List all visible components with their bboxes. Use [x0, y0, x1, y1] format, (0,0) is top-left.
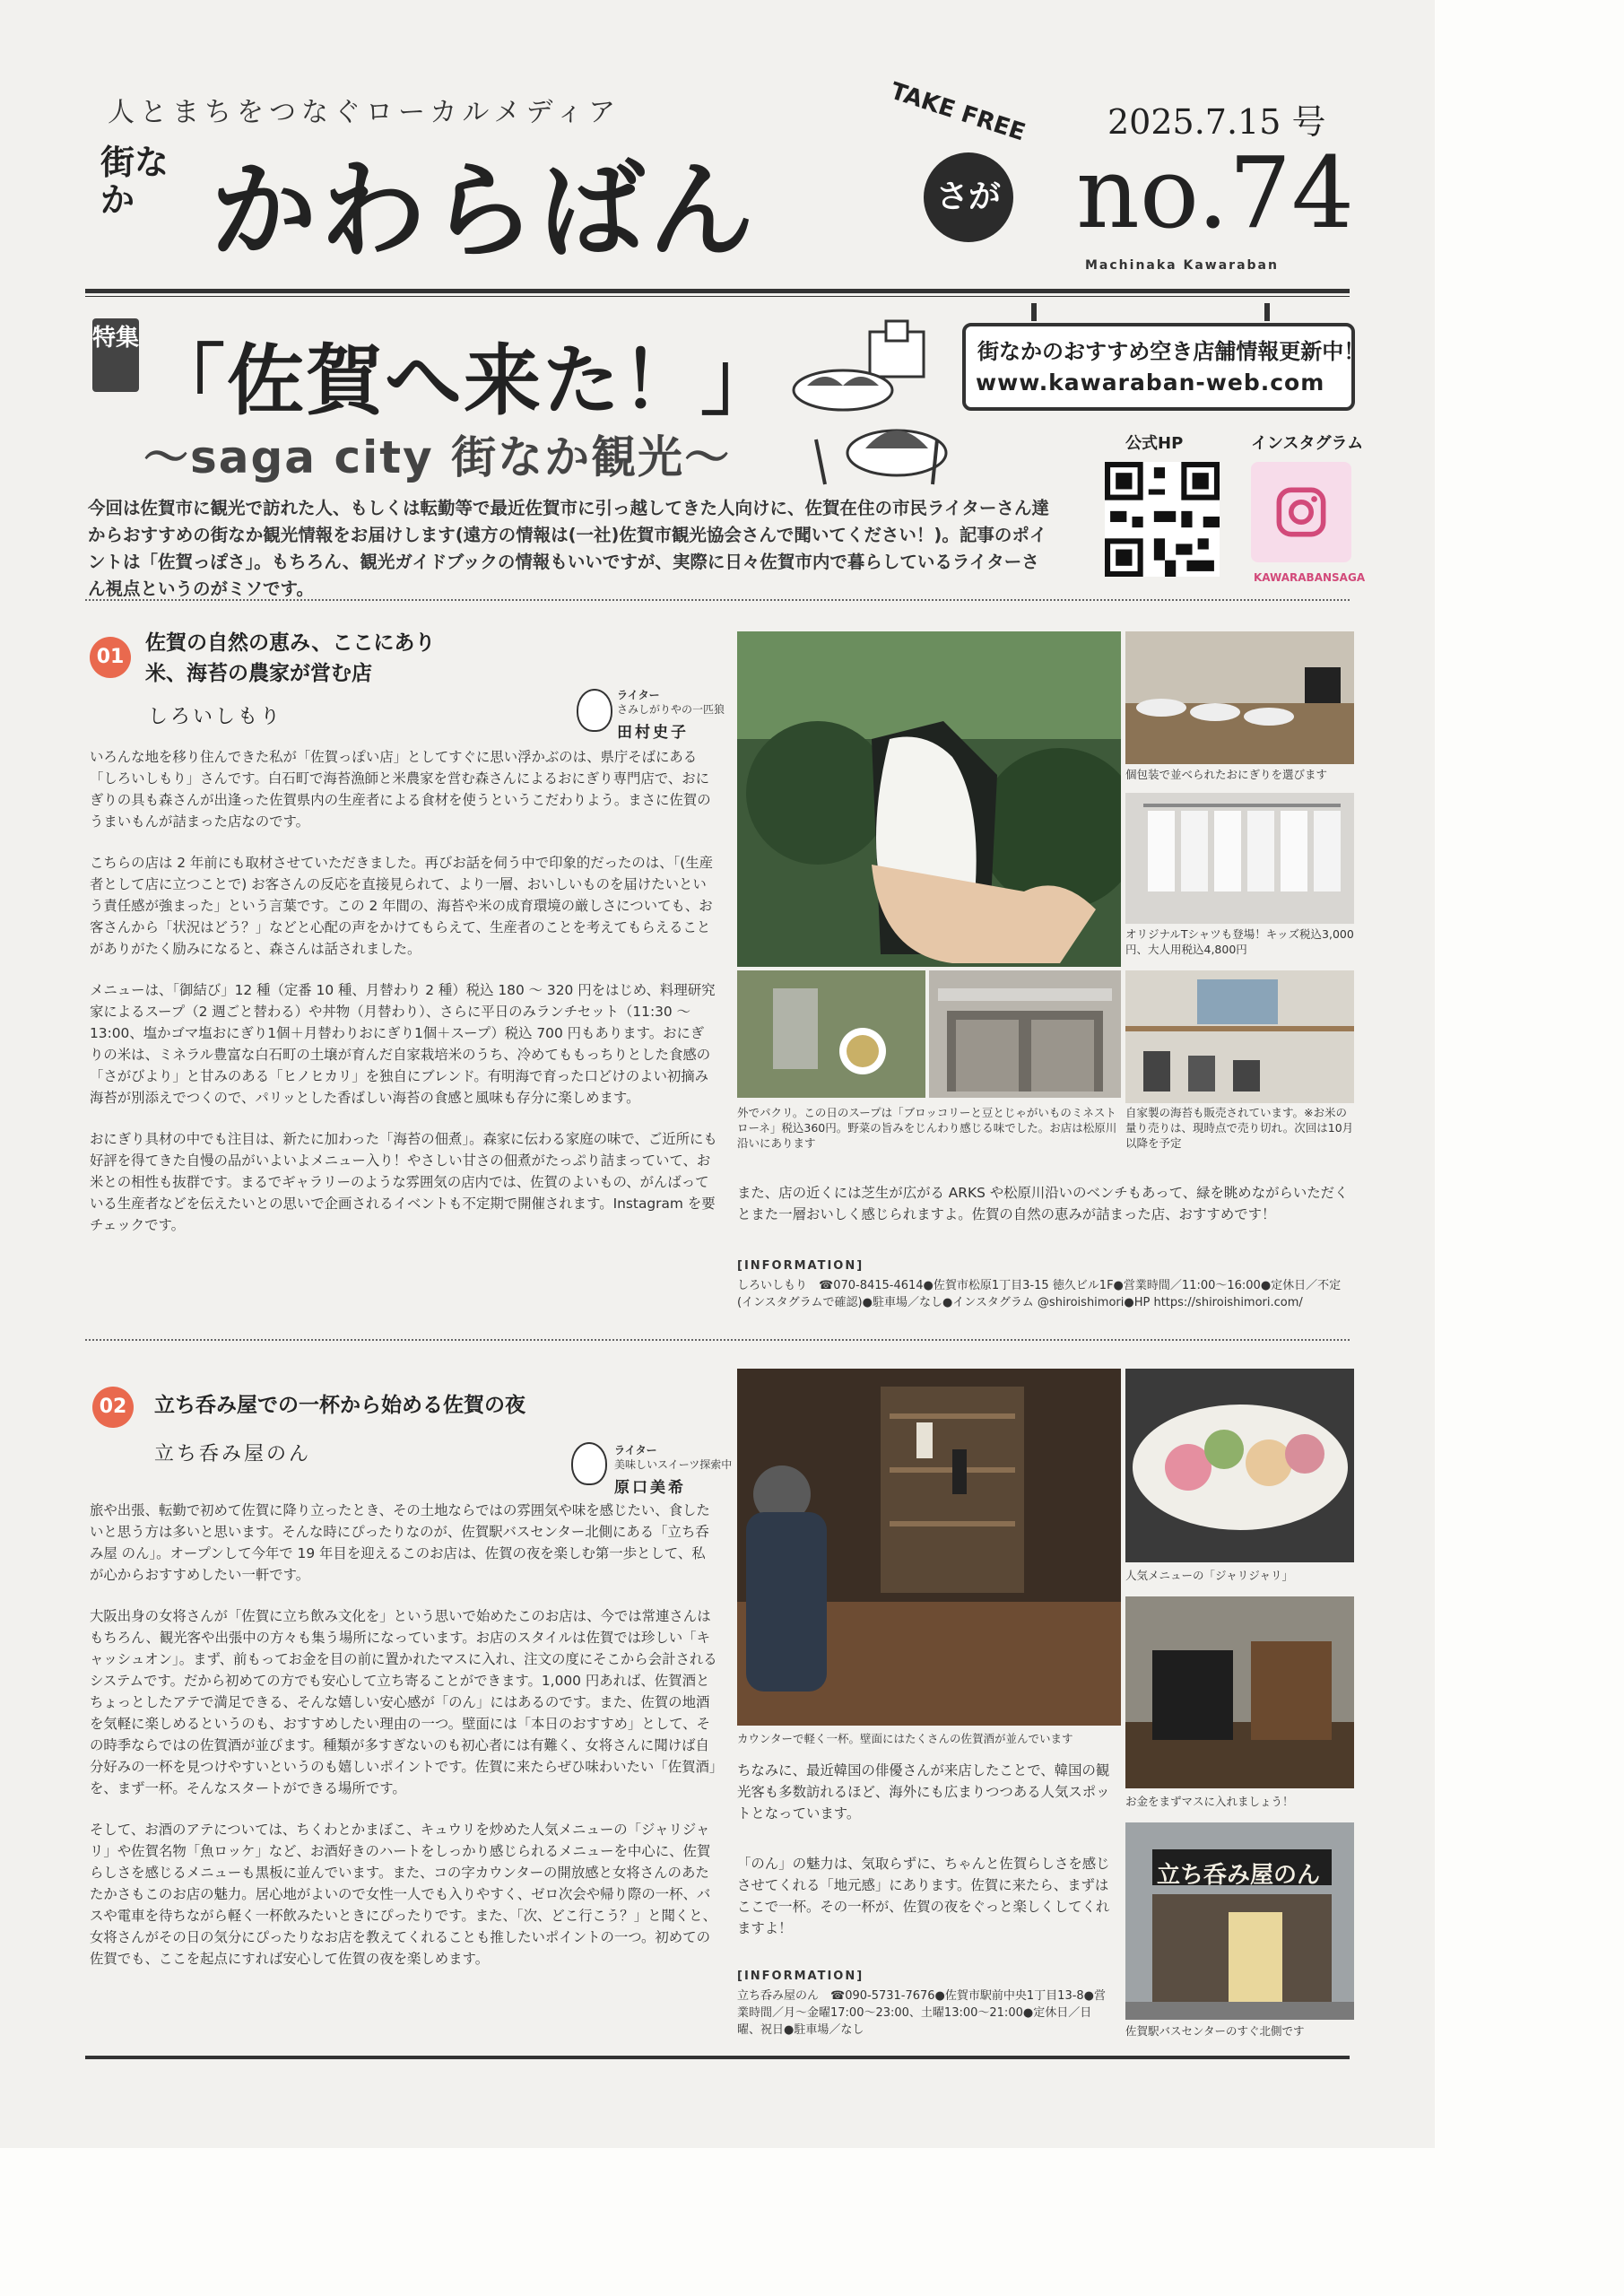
onigiri-photo	[737, 631, 1121, 967]
paragraph: そして、お酒のアテについては、ちくわとかまぼこ、キュウリを炒めた人気メニューの「ジャリジャリ」や佐賀名物「魚ロッケ」など、お酒好きのハートをしっかり感じられるメニューを中心に、佐賀らしさを感じるメニューも黒板に並んでいます。また、コの字カウンターの開放感と女将さんのあたたかさもこのお店の魅力。居心地がよいので女性一人でも入りやすく、ゼロ次会や帰り際の一杯、バスや電車を待ちながら軽く一杯飲みたいときにぴったりです。また、「次、どこ行こう？」と聞くと、女将さんがその日の気分にぴったりなお店を教えてくれることも推したいポイントの一つ。初めての佐賀でも、ここを起点にすれば安心して佐賀の夜を楽しめます。	[90, 1822, 717, 1967]
photo-caption: 個包装で並べられたおにぎりを選びます	[1125, 768, 1328, 781]
section-divider	[85, 1339, 1350, 1341]
shop-exterior-photo	[1125, 1822, 1354, 2020]
instagram-icon[interactable]	[1251, 462, 1351, 562]
writer-name: 田村史子	[617, 724, 689, 742]
footer-rule	[85, 2056, 1350, 2059]
shop-sign: 立ち呑み屋のん	[1157, 1862, 1321, 1889]
jarijari-dish-photo	[1125, 1369, 1354, 1562]
article1-closing: また、店の近くには芝生が広がる ARKS や松原川沿いのベンチもあって、緑を眺めながらいただくとまた一層おいしく感じられますよ。佐賀の自然の恵みが詰まった店、おすすめです！	[737, 1185, 1349, 1222]
soup-photo	[737, 970, 925, 1098]
banner-hanger-right	[1264, 303, 1270, 321]
section-number: 01	[90, 637, 131, 678]
tagline: 人とまちをつなぐローカルメディア	[108, 97, 621, 128]
saga-badge: さが	[924, 152, 1013, 242]
article2-closing: 「のん」の魅力は、気取らずに、ちゃんと佐賀らしさを感じさせてくれる「地元感」にあります。佐賀に来たら、まずはここで一杯。その一杯が、佐賀の夜をぐっと楽しくしてくれますよ！	[737, 1856, 1110, 1936]
photo-caption: 自家製の海苔も販売されています。※お米の量り売りは、現時点で売り切れ。次回は10月以降を予定	[1125, 1106, 1354, 1150]
info-heading: [INFORMATION]	[737, 1259, 864, 1273]
article2-title: 立ち呑み屋での一杯から始める佐賀の夜	[154, 1394, 525, 1417]
masu-box-photo	[1125, 1596, 1354, 1788]
seaweed-shelf-photo	[1125, 970, 1354, 1103]
take-free-label: TAKE FREE	[887, 77, 1029, 147]
logo-romaji: Machinaka Kawaraban	[1085, 258, 1279, 273]
article1-title-line1: 佐賀の自然の恵み、ここにあり	[145, 631, 436, 655]
writer-description: さみしがりやの一匹狼	[617, 703, 725, 716]
article1-info: しろいしもり ☎070-8415-4614●佐賀市松原1丁目3-15 徳久ビル1F●営業時間／11:00～16:00●定休日／不定(インスタグラムで確認)●駐車場／なし●インスタグラム @shiroishimori●HP https://shiroishimori.com/	[737, 1279, 1342, 1309]
instagram-handle: KAWARABANSAGA	[1254, 571, 1366, 584]
photo-caption: 佐賀駅バスセンターのすぐ北側です	[1125, 2024, 1305, 2038]
issue-date: 2025.7.15 号	[1107, 102, 1326, 142]
photo-caption: カウンターで軽く一杯。壁面にはたくさんの佐賀酒が並んでいます	[737, 1732, 1073, 1745]
article1-shop-name: しろいしもり	[148, 706, 283, 728]
hp-qr-label: 公式HP	[1125, 434, 1184, 453]
tshirt-photo	[1125, 793, 1354, 924]
section-divider	[85, 599, 1350, 601]
issue-number: no.74	[1076, 135, 1355, 250]
writer-portrait-icon	[577, 689, 612, 732]
storefront-photo	[929, 970, 1121, 1098]
banner-hanger-left	[1031, 303, 1037, 321]
banner-headline: 街なかのおすすめ空き店舗情報更新中！	[977, 339, 1366, 364]
article1-title-line2: 米、海苔の農家が営む店	[145, 662, 372, 685]
info-heading: [INFORMATION]	[737, 1970, 864, 1983]
article2-korea-note: ちなみに、最近韓国の俳優さんが来店したことで、韓国の観光客も多数訪れるほど、海外にも広まりつつある人気スポットとなっています。	[737, 1762, 1110, 1822]
masthead-rule	[85, 289, 1350, 293]
paragraph: こちらの店は 2 年前にも取材させていただきました。再びお話を伺う中で印象的だったのは、「(生産者として店に立つことで) お客さんの反応を直接見られて、より一層、おいしいものを届けたいという責任感が強まった」という言葉です。この 2 年間の、海苔や米の成育環境の厳しさについても、お客さんから「状況はどう？」などと心配の声をかけてもらえて、生産者のことを考えてもらえることがありがたく励みになると、森さんは話されました。	[90, 855, 714, 957]
photo-caption: 外でパクリ。この日のスープは「ブロッコリーと豆とじゃがいものミネストローネ」税込360円。野菜の旨みをじんわり感じる味でした。お店は松原川沿いにあります	[737, 1106, 1117, 1150]
feature-badge: 特集	[92, 318, 139, 392]
photo-caption: お金をまずマスに入れましょう！	[1125, 1795, 1294, 1808]
article2-shop-name: 立ち呑み屋のん	[154, 1443, 312, 1465]
feature-subtitle: ～saga city 街なか観光～	[143, 431, 732, 483]
article2-info: 立ち呑み屋のん ☎090-5731-7676●佐賀市駅前中央1丁目13-8●営業時間／月～金曜17:00～23:00、土曜13:00～21:00●定休日／日曜、祝日●駐車場／なし	[737, 1989, 1107, 2037]
writer-description: 美味しいスイーツ探索中	[614, 1458, 733, 1471]
paragraph: 旅や出張、転勤で初めて佐賀に降り立ったとき、その土地ならではの雰囲気や味を感じたい、食したいと思う方は多いと思います。そんな時にぴったりなのが、佐賀駅バスセンター北側にある「立ち呑み屋 のん」。オープンして今年で 19 年目を迎えるこのお店は、佐賀の夜を楽しむ第一歩として、私が心からおすすめしたい一軒です。	[90, 1502, 710, 1583]
writer-name: 原口美希	[614, 1479, 686, 1497]
paragraph: メニューは、「御結び」12 種（定番 10 種、月替わり 2 種）税込 180 ～ 320 円をはじめ、料理研究家によるスープ（2 週ごと替わる）や丼物（月替わり）、さらに平日のみランチセット（11:30 ～ 13:00、塩かゴマ塩おにぎり1個＋月替わりおにぎり1個＋スープ）税込 700 円もあります。おにぎりの米は、ミネラル豊富な白石町の土壌が育んだ自家栽培米のうち、冷めてももっちりとした食感の「さがびより」と甘みのある「ヒノヒカリ」を独自にブレンド。有明海で育った口どけのよい初摘み海苔が別添えでつくので、パリッとした香ばしい海苔の食感と風味も存分に楽しめます。	[90, 982, 716, 1106]
paragraph: 大阪出身の女将さんが「佐賀に立ち飲み文化を」という思いで始めたこのお店は、今では常連さんはもちろん、観光客や出張中の方々も集う場所になっています。お店のスタイルは佐賀では珍しい「キャッシュオン」。まず、前もってお金を目の前に置かれたマスに入れ、注文の度にそこから会計されるシステムです。だから初めての方でも安心して立ち寄ることができます。1,000 円あれば、佐賀酒とちょっとしたアテで満足できる、そんな嬉しい安心感が「のん」にはあるのです。また、佐賀の地酒を気軽に楽しめるというのも、おすすめしたい理由の一つ。壁面には「本日のおすすめ」として、その時季ならではの佐賀酒が並びます。種類が多すぎないのも初心者には有難く、女将さんに聞けば自分好みの一杯を見つけやすいというのも嬉しいポイントです。佐賀に来たらぜひ味わいたい「佐賀酒」を、まず一杯。そんなスタートができる場所です。	[90, 1608, 717, 1796]
section-number: 02	[92, 1387, 134, 1428]
masthead-rule-thin	[85, 296, 1350, 297]
food-illustration	[789, 314, 951, 493]
article2-body	[90, 1500, 717, 1989]
paragraph: おにぎり具材の中でも注目は、新たに加わった「海苔の佃煮」。森家に伝わる家庭の味で、ご近所にも好評を得てきた自慢の品がいよいよメニュー入り！やさしい甘さの佃煮がたっぷり詰まっていて、お米との相性も抜群です。まるでギャラリーのような雰囲気の店内では、佐賀のよいもの、がんばっている生産者などを伝えたいとの思いで企画されるイベントも不定期で開催されます。Instagram を要チェックです。	[90, 1131, 717, 1233]
photo-caption: 人気メニューの「ジャリジャリ」	[1125, 1569, 1294, 1582]
article1-body	[90, 746, 717, 1256]
photo-caption: オリジナルTシャツも登場！キッズ税込3,000円、大人用税込4,800円	[1125, 927, 1354, 956]
paragraph: いろんな地を移り住んできた私が「佐賀っぽい店」としてすぐに思い浮かぶのは、県庁そばにある「しろいしもり」さんです。白石町で海苔漁師と米農家を営む森さんによるおにぎり専門店で、おにぎりの具も森さんが出逢った佐賀県内の生産者による食材を使うというこだわりよう。まさに佐賀のうまいもんが詰まった店なのです。	[90, 749, 711, 830]
writer-role: ライター	[617, 689, 660, 701]
feature-intro: 今回は佐賀市に観光で訪れた人、もしくは転勤等で最近佐賀市に引っ越してきた人向けに、佐賀在住の市民ライターさん達からおすすめの街なか観光情報をお届けします(遠方の情報は(一社)佐賀市観光協会さんで聞いてください！)。記事のポイントは「佐賀っぽさ」。もちろん、観光ガイドブックの情報もいいですが、実際に日々佐賀市内で暮らしているライターさん視点というのがミソです。	[88, 498, 1049, 599]
logo-machinaka: 街なか	[100, 142, 169, 220]
writer-role: ライター	[614, 1444, 657, 1457]
counter-photo	[737, 1369, 1121, 1726]
onigiri-display-photo	[1125, 631, 1354, 764]
banner-url-link[interactable]: www.kawaraban-web.com	[976, 370, 1325, 396]
writer-portrait-icon	[571, 1442, 607, 1485]
ig-qr-label: インスタグラム	[1251, 434, 1364, 453]
feature-title: 「佐賀へ来た！」	[148, 335, 779, 426]
qr-code-icon[interactable]	[1105, 462, 1220, 577]
logo-kawaraban: かわらばん	[211, 148, 759, 273]
